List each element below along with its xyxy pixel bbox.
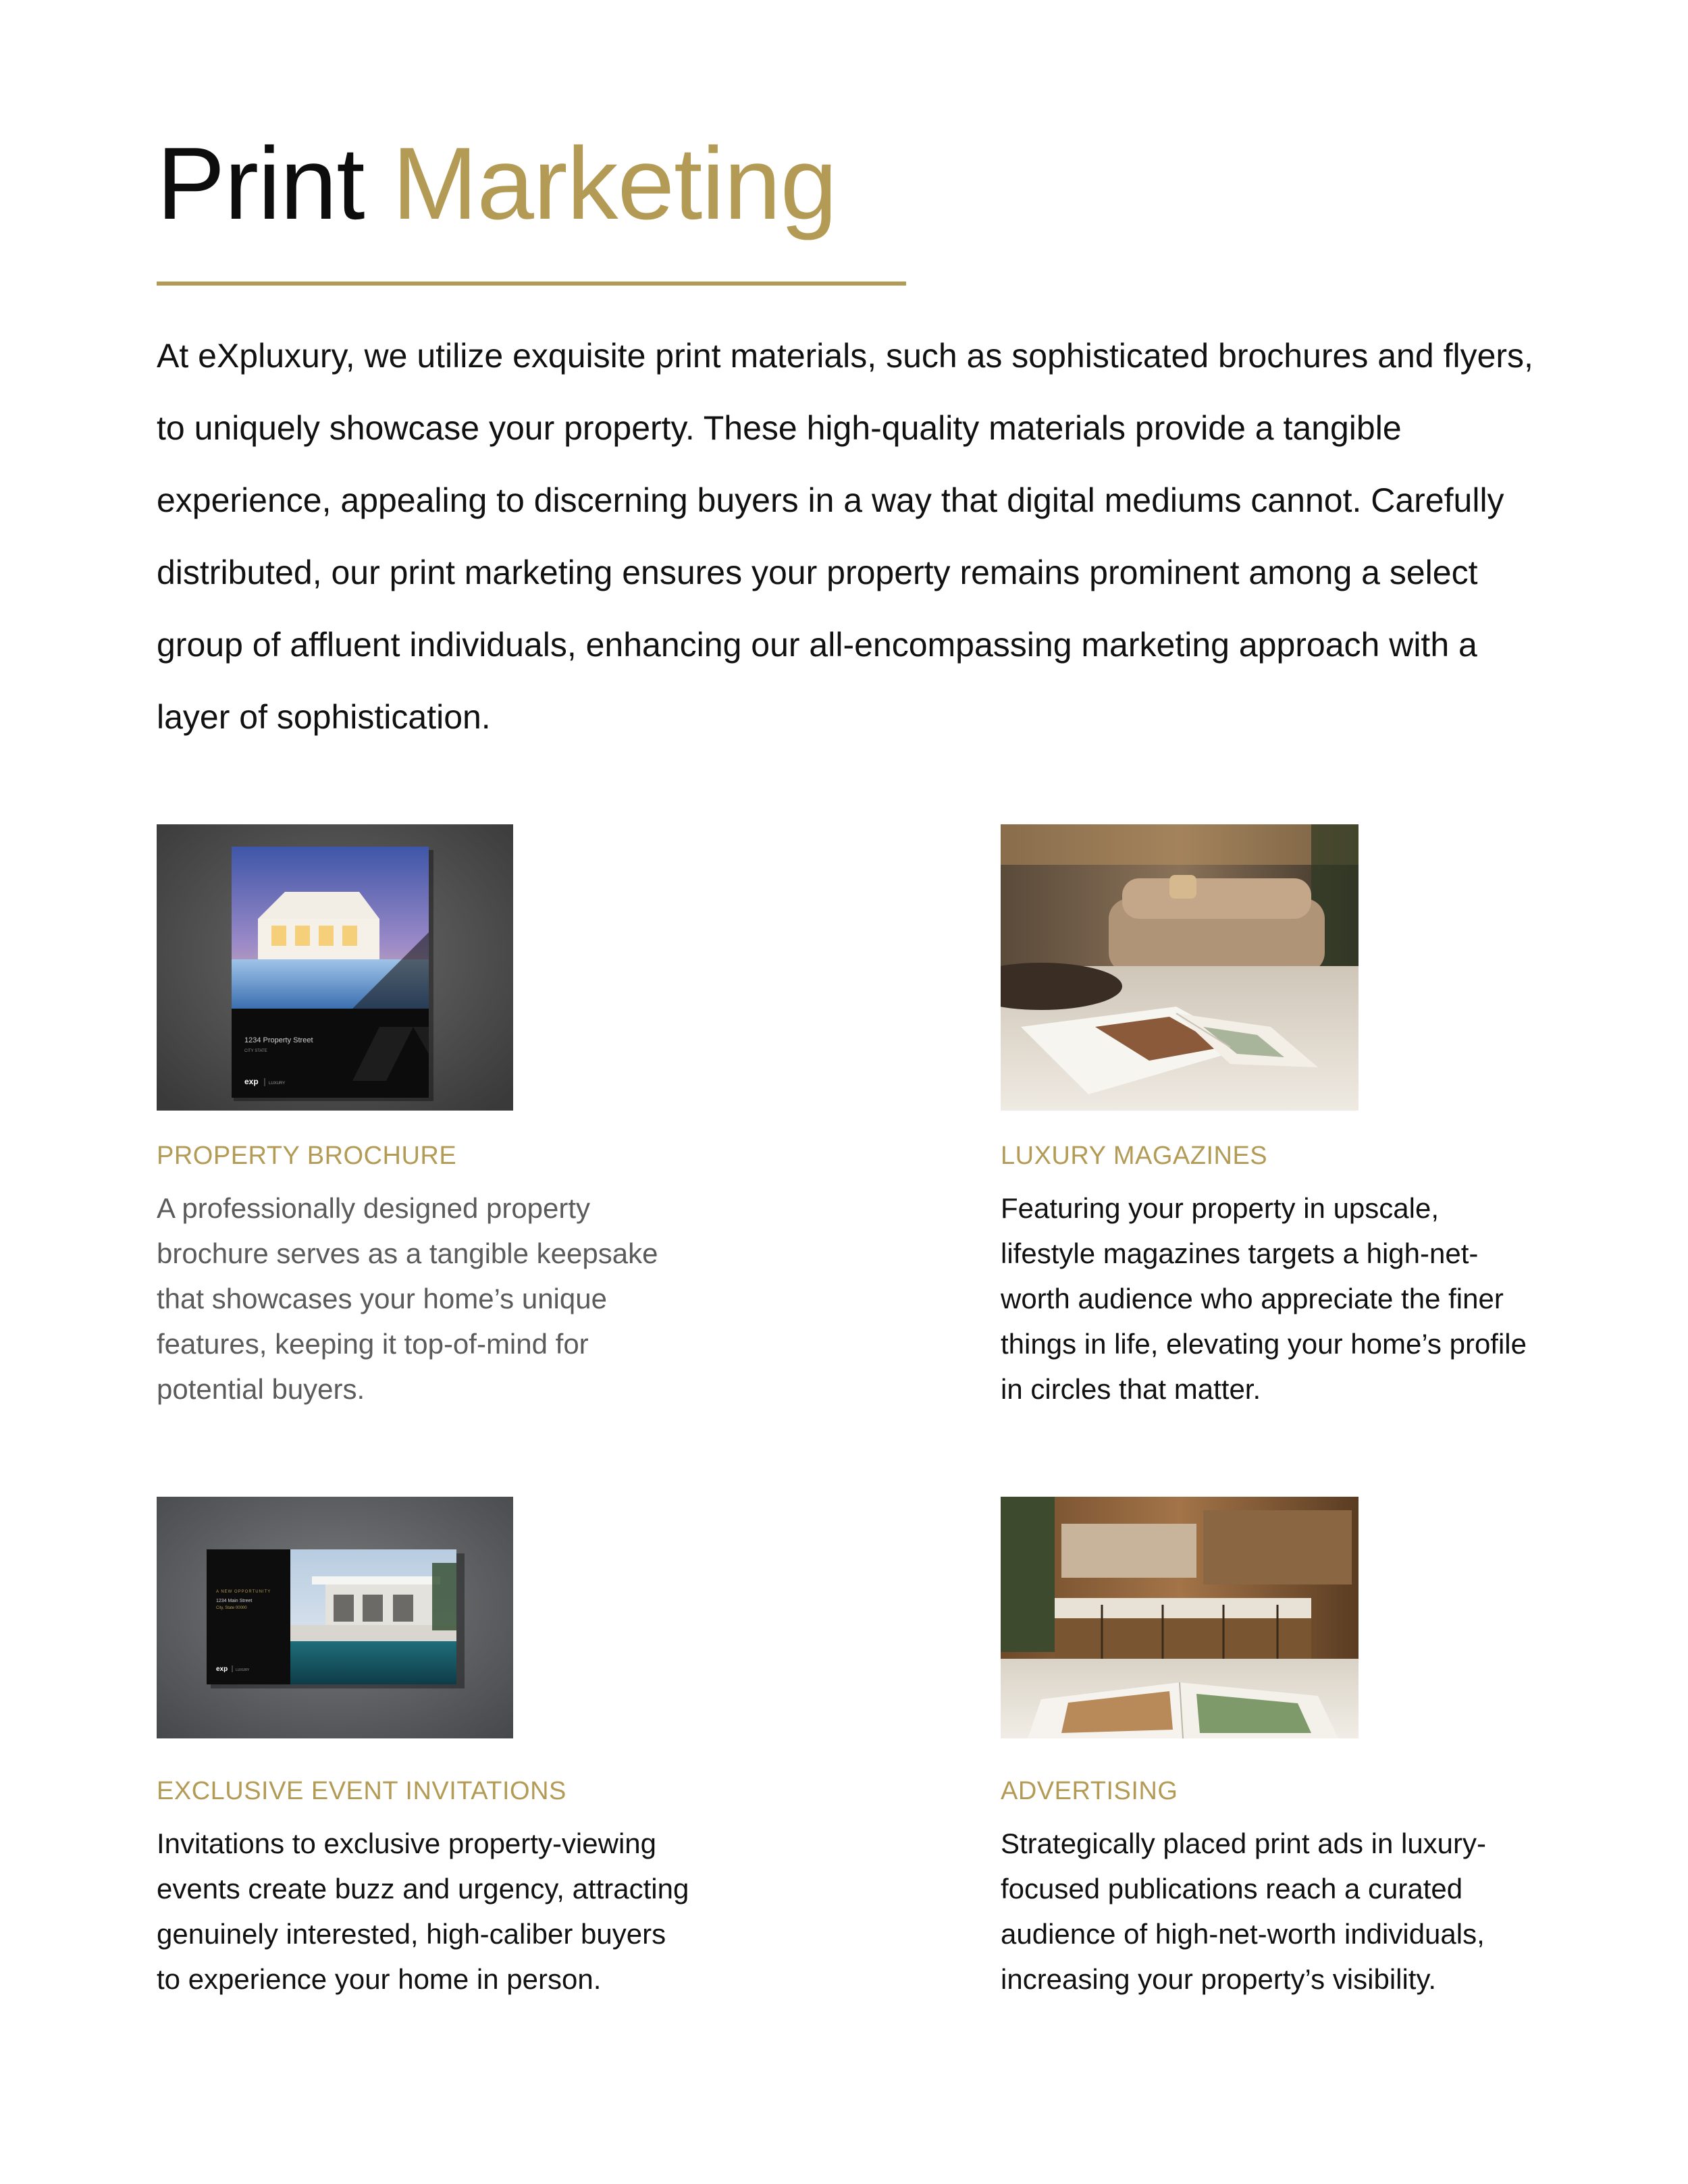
card-description: Strategically placed print ads in luxury-focused publications reach a curated audience of high-net-worth individuals, increasing your property’s visibility. xyxy=(1001,1828,1487,1995)
invitation-kicker: A NEW OPPORTUNITY xyxy=(216,1590,271,1594)
brochure-logo-sub: LUXURY xyxy=(269,1082,286,1086)
brochure-logo: exp xyxy=(244,1077,259,1086)
card-advertising xyxy=(1001,1497,1541,2104)
magazine-living-room-image xyxy=(1001,824,1359,1111)
advertising-kitchen-image xyxy=(1001,1497,1359,1738)
title-word-marketing: Marketing xyxy=(392,126,837,241)
title-underline xyxy=(157,282,906,286)
invitation-logo: exp xyxy=(216,1666,228,1673)
card-caption: PROPERTY BROCHURE xyxy=(157,1142,457,1170)
card-property-brochure xyxy=(157,824,832,1432)
intro-paragraph: At eXpluxury, we utilize exquisite print materials, such as sophisticated brochures and flyers, to uniquely showcase your property. These high-quality materials provide a tangible experience, appealing to discerning buyers in a way that digital mediums cannot. Carefully distributed, our print marketing ensures your property remains prominent among a select group of affluent individuals, enhancing our all-encompassing marketing approach with a layer of sophistication. xyxy=(157,337,1533,736)
card-description: A professionally designed property brochure serves as a tangible keepsake that showcases your home’s unique features, keeping it top-of-mind for potential buyers. xyxy=(157,1192,658,1405)
card-description: Invitations to exclusive property-viewing events create buzz and urgency, attracting genuinely interested, high-caliber buyers to experience your home in person. xyxy=(157,1828,689,1995)
brochure-city: CITY STATE xyxy=(244,1049,267,1053)
card-caption: LUXURY MAGAZINES xyxy=(1001,1142,1268,1170)
page-title xyxy=(157,125,837,243)
card-caption: ADVERTISING xyxy=(1001,1777,1178,1805)
card-description: Featuring your property in upscale, lifestyle magazines targets a high-net-worth audience who appreciate the finer things in life, elevating your home’s profile in circles that matter. xyxy=(1001,1192,1527,1405)
card-luxury-magazines xyxy=(1001,824,1541,1432)
title-word-print: Print xyxy=(157,126,365,241)
card-event-invitations xyxy=(157,1497,832,2104)
invitation-address: 1234 Main Street xyxy=(216,1599,253,1603)
invitation-logo-sub: LUXURY xyxy=(236,1668,250,1672)
brochure-address: 1234 Property Street xyxy=(244,1036,313,1044)
brochure-image xyxy=(157,824,513,1111)
invitation-image xyxy=(157,1497,513,1738)
invitation-city: City, State 00000 xyxy=(216,1606,247,1610)
card-caption: EXCLUSIVE EVENT INVITATIONS xyxy=(157,1777,566,1805)
